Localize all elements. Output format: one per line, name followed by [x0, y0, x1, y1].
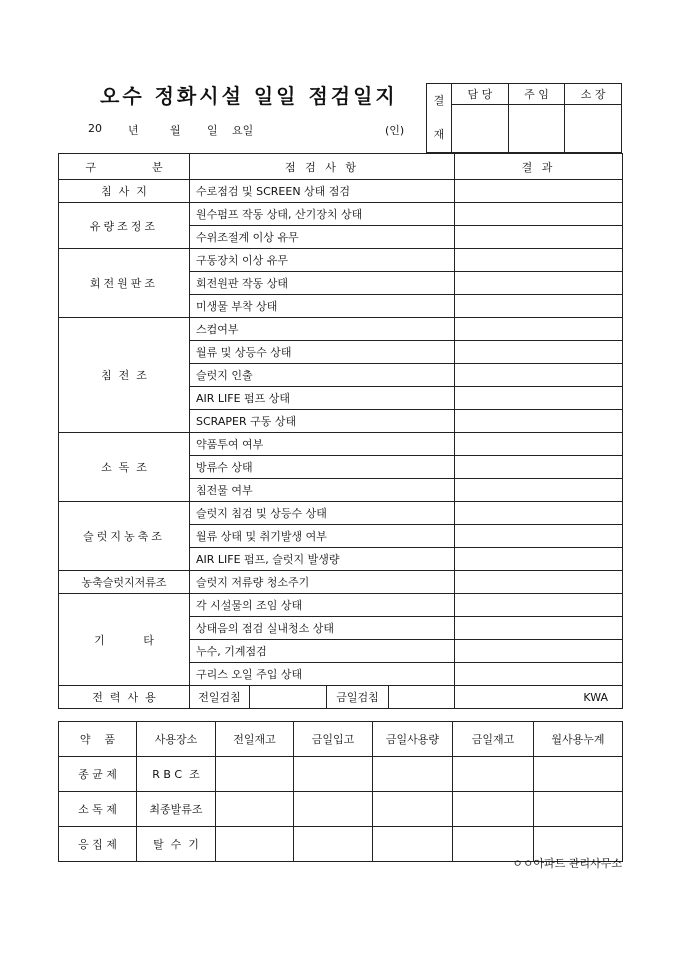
inspection-item: 회전원판 작동 상태: [190, 272, 455, 295]
chem-header-chemical: 약 품: [59, 722, 137, 757]
weekday-label: 요일: [232, 124, 254, 137]
result-cell[interactable]: [455, 640, 623, 663]
result-cell[interactable]: [455, 180, 623, 203]
approval-sign-manager[interactable]: [565, 104, 622, 152]
chemical-place: 탈 수 기: [137, 827, 216, 862]
header-result: 결 과: [455, 154, 623, 180]
inspection-item: 누수, 기계점검: [190, 640, 455, 663]
chem-header-prev-stock: 전일재고: [216, 722, 294, 757]
chemical-value-cell[interactable]: [373, 827, 453, 862]
result-cell[interactable]: [455, 226, 623, 249]
inspection-item: 각 시설물의 조임 상태: [190, 594, 455, 617]
inspection-item: 슬럿지 인출: [190, 364, 455, 387]
inspection-row: [59, 571, 623, 594]
chem-header-today-stock: 금일재고: [453, 722, 534, 757]
inspection-table: [58, 153, 623, 709]
approval-sign-staff[interactable]: [452, 104, 509, 152]
approval-role-manager: 소 장: [565, 84, 622, 105]
result-cell[interactable]: [455, 341, 623, 364]
inspection-item: SCRAPER 구동 상태: [190, 410, 455, 433]
result-cell[interactable]: [455, 203, 623, 226]
chemical-name: 응 집 제: [59, 827, 137, 862]
header-items: 점 검 사 항: [190, 154, 455, 180]
inspection-item: 침전물 여부: [190, 479, 455, 502]
chem-header-month-total: 월사용누계: [534, 722, 623, 757]
result-cell[interactable]: [455, 525, 623, 548]
result-cell[interactable]: [455, 364, 623, 387]
inspection-item: 미생물 부착 상태: [190, 295, 455, 318]
chemical-name: 소 독 제: [59, 792, 137, 827]
day-label: 일: [207, 124, 218, 137]
chemical-value-cell[interactable]: [373, 792, 453, 827]
approval-role-chief: 주 임: [508, 84, 565, 105]
footer-office: ㅇㅇ아파트 관리사무소: [512, 857, 622, 870]
chem-header-today-use: 금일사용량: [373, 722, 453, 757]
approval-role-staff: 담 당: [452, 84, 509, 105]
result-cell[interactable]: [455, 479, 623, 502]
power-row: [59, 686, 623, 709]
result-cell[interactable]: [455, 249, 623, 272]
approval-sign-chief[interactable]: [508, 104, 565, 152]
category-label: 소 독 조: [59, 433, 190, 502]
chemical-value-cell[interactable]: [534, 757, 623, 792]
chem-header-place: 사용장소: [137, 722, 216, 757]
page-title: 오수 정화시설 일일 점검일지: [100, 84, 398, 108]
power-prev-value[interactable]: [250, 686, 327, 709]
inspection-item: 구리스 오일 주입 상태: [190, 663, 455, 686]
chemical-place: 최종발류조: [137, 792, 216, 827]
category-label: 유량조정조: [59, 203, 190, 249]
result-cell[interactable]: [455, 594, 623, 617]
category-label: 농축슬럿지저류조: [59, 571, 190, 594]
inspection-item: 월류 및 상등수 상태: [190, 341, 455, 364]
chemical-value-cell[interactable]: [216, 792, 294, 827]
inspection-item: AIR LIFE 펌프 상태: [190, 387, 455, 410]
approval-box: [426, 83, 622, 153]
result-cell[interactable]: [455, 295, 623, 318]
power-label: 전 력 사 용: [59, 686, 190, 709]
result-cell[interactable]: [455, 387, 623, 410]
chemical-value-cell[interactable]: [534, 792, 623, 827]
result-cell[interactable]: [455, 410, 623, 433]
chemical-name: 종 균 제: [59, 757, 137, 792]
result-cell[interactable]: [455, 318, 623, 341]
inspection-item: 약품투여 여부: [190, 433, 455, 456]
seal-label: (인): [385, 124, 405, 137]
result-cell[interactable]: [455, 663, 623, 686]
chemical-value-cell[interactable]: [294, 757, 373, 792]
year-label: 년: [128, 124, 139, 137]
inspection-item: 방류수 상태: [190, 456, 455, 479]
inspection-item: 슬럿지 저류량 청소주기: [190, 571, 455, 594]
inspection-item: 수위조절계 이상 유무: [190, 226, 455, 249]
chemical-table: [58, 721, 623, 862]
inspection-row: [59, 318, 623, 341]
inspection-item: 구동장치 이상 유무: [190, 249, 455, 272]
chemical-value-cell[interactable]: [216, 757, 294, 792]
chemical-value-cell[interactable]: [216, 827, 294, 862]
inspection-row: [59, 180, 623, 203]
chemical-value-cell[interactable]: [373, 757, 453, 792]
result-cell[interactable]: [455, 571, 623, 594]
power-today-label: 금일검침: [327, 686, 389, 709]
inspection-item: 월류 상태 및 취기발생 여부: [190, 525, 455, 548]
result-cell[interactable]: [455, 272, 623, 295]
inspection-item: 상태음의 점검 실내청소 상태: [190, 617, 455, 640]
power-prev-label: 전일검침: [190, 686, 250, 709]
approval-side-label: 결 재: [427, 84, 452, 153]
inspection-row: [59, 502, 623, 525]
category-label: 침 전 조: [59, 318, 190, 433]
category-label: 슬럿지농축조: [59, 502, 190, 571]
result-cell[interactable]: [455, 433, 623, 456]
inspection-row: [59, 433, 623, 456]
inspection-item: AIR LIFE 펌프, 슬럿지 발생량: [190, 548, 455, 571]
category-label: 회전원판조: [59, 249, 190, 318]
category-label: 침 사 지: [59, 180, 190, 203]
power-today-value[interactable]: [389, 686, 455, 709]
chem-header-today-in: 금일입고: [294, 722, 373, 757]
chemical-value-cell[interactable]: [294, 827, 373, 862]
chemical-value-cell[interactable]: [294, 792, 373, 827]
inspection-item: 스컴여부: [190, 318, 455, 341]
header-category: 구 분: [59, 154, 190, 180]
inspection-row: [59, 249, 623, 272]
result-cell[interactable]: [455, 456, 623, 479]
chemical-place: R B C 조: [137, 757, 216, 792]
inspection-item: 수로점검 및 SCREEN 상태 점검: [190, 180, 455, 203]
inspection-row: [59, 203, 623, 226]
inspection-row: [59, 594, 623, 617]
inspection-item: 원수펌프 작동 상태, 산기장치 상태: [190, 203, 455, 226]
result-cell[interactable]: [455, 548, 623, 571]
category-label: 기 타: [59, 594, 190, 686]
result-cell[interactable]: [455, 502, 623, 525]
inspection-item: 슬럿지 침검 및 상등수 상태: [190, 502, 455, 525]
chemical-value-cell[interactable]: [453, 757, 534, 792]
chemical-value-cell[interactable]: [453, 792, 534, 827]
chemical-row: [59, 792, 623, 827]
month-label: 월: [170, 124, 181, 137]
result-cell[interactable]: [455, 617, 623, 640]
year-field: 20: [88, 122, 102, 135]
power-unit: KWA: [455, 686, 623, 709]
chemical-row: [59, 757, 623, 792]
